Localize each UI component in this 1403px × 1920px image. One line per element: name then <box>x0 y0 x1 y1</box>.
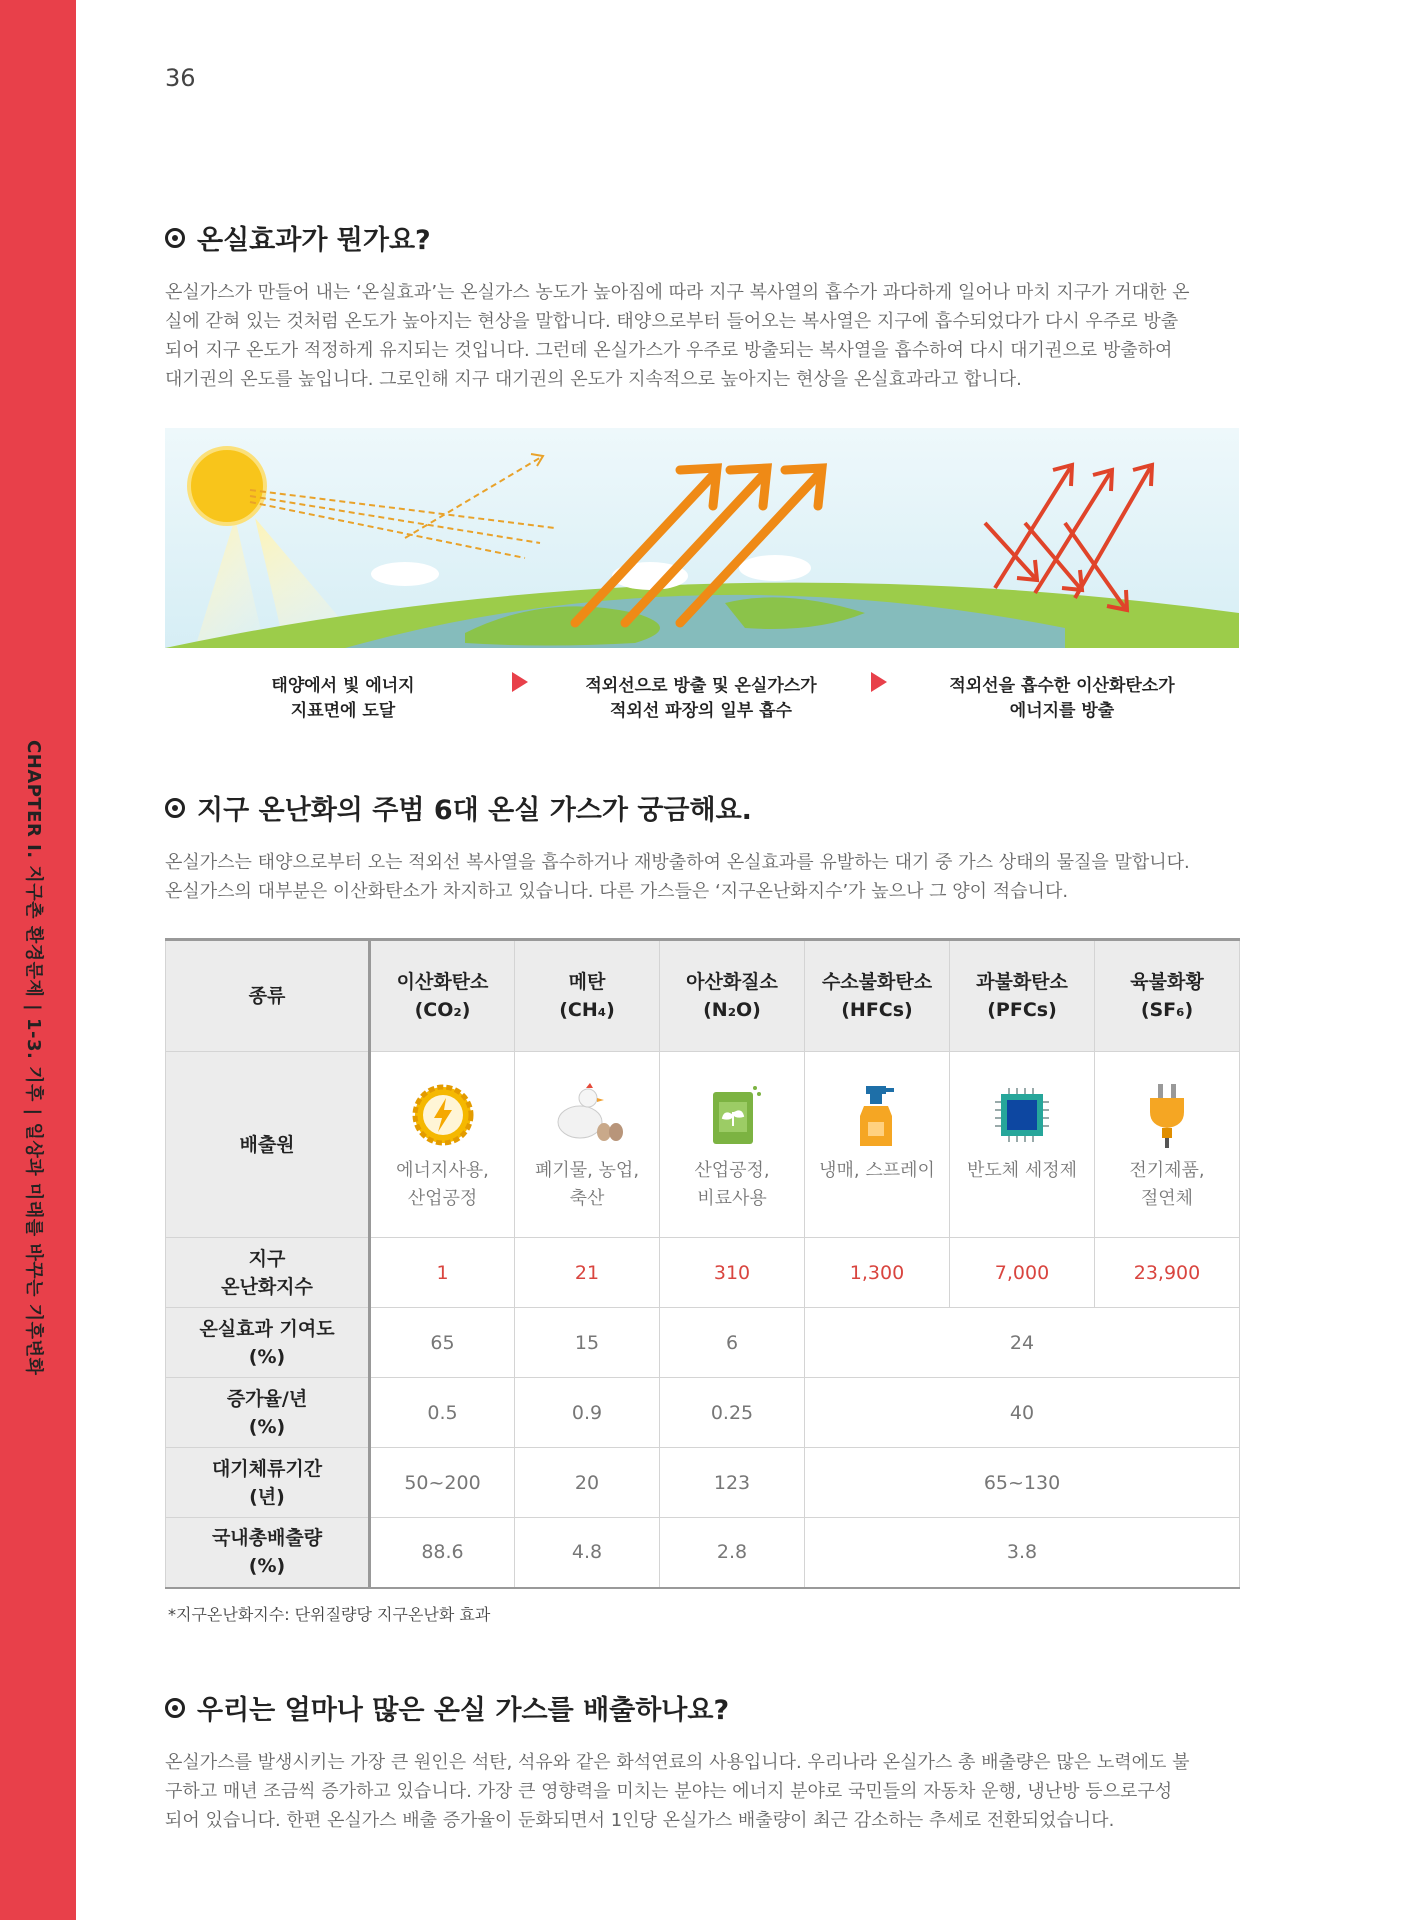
table-row-gwp <box>166 1238 1240 1308</box>
row-label-growth: 증가율/년 (%) <box>166 1378 370 1448</box>
sun-icon <box>189 448 265 524</box>
section1-paragraph: 온실가스가 만들어 내는 ‘온실효과’는 온실가스 농도가 높아짐에 따라 지구 복사열의 흡수가 과다하게 일어나 마치 지구가 거대한 온 실에 갇혀 있는 것처럼 온도가 높아지는 현상을 말합니다. 태양으로부터 들어오는 복사열은 지구에 흡수되었다가 다시 우주로 방출 되어 지구 온도가 적정하게 유지되는 것입니다. 그런데 온실가스가 우주로 방출되는 복사열을 흡수하여 다시 대기권으로 방출하여 대기권의 온도를 높입니다. 그로인해 지구 대기권의 온도가 지속적으로 높아지는 현상을 온실효과라고 합니다. <box>165 282 1190 390</box>
step-co2-emission: 적외선을 흡수한 이산화탄소가 에너지를 방출 <box>949 676 1175 721</box>
row-label-gwp: 지구 온난화지수 <box>166 1238 370 1308</box>
target-bullet-icon <box>165 1698 185 1718</box>
row-label-lifetime: 대기체류기간 (년) <box>166 1448 370 1518</box>
row-label-source: 배출원 <box>166 1052 370 1238</box>
section-title-emissions: 우리는 얼마나 많은 온실 가스를 배출하나요? <box>165 1688 729 1727</box>
row-label-domestic: 국내총배출량 (%) <box>166 1518 370 1588</box>
page-number: 36 <box>165 64 196 92</box>
step-infrared-absorption: 적외선으로 방출 및 온실가스가 적외선 파장의 일부 흡수 <box>585 676 817 721</box>
row-label-contribution: 온실효과 기여도 (%) <box>166 1308 370 1378</box>
growth-value: 0.9 <box>515 1378 660 1448</box>
table-row-source <box>166 1052 1240 1238</box>
header-gas: 메탄 (CH₄) <box>515 940 660 1052</box>
gwp-value: 7,000 <box>950 1238 1095 1308</box>
energy-icon <box>408 1080 478 1150</box>
header-gas: 이산화탄소 (CO₂) <box>370 940 515 1052</box>
chip-icon <box>987 1080 1057 1150</box>
arrow-right-icon <box>871 672 887 692</box>
domestic-value: 2.8 <box>660 1518 805 1588</box>
cloud <box>371 562 439 586</box>
spray-bottle-icon <box>842 1080 912 1150</box>
contribution-value: 15 <box>515 1308 660 1378</box>
lifetime-value: 20 <box>515 1448 660 1518</box>
domestic-value: 88.6 <box>370 1518 515 1588</box>
contribution-value-fluorinated: 24 <box>805 1308 1240 1378</box>
header-type: 종류 <box>166 940 370 1052</box>
gwp-value: 23,900 <box>1095 1238 1240 1308</box>
table-footnote: *지구온난화지수: 단위질량당 지구온난화 효과 <box>168 1605 491 1624</box>
table-row-lifetime <box>166 1448 1240 1518</box>
section-title-six-gases: 지구 온난화의 주범 6대 온실 가스가 궁금해요. <box>165 788 752 827</box>
gwp-value: 1 <box>370 1238 515 1308</box>
lifetime-value: 50~200 <box>370 1448 515 1518</box>
table-row-growth <box>166 1378 1240 1448</box>
gwp-value: 310 <box>660 1238 805 1308</box>
section-title-greenhouse-effect: 온실효과가 뭔가요? <box>165 218 431 257</box>
source-cell: 전기제품, 절연체 <box>1095 1052 1240 1238</box>
growth-value-fluorinated: 40 <box>805 1378 1240 1448</box>
step-sunlight: 태양에서 빛 에너지 지표면에 도달 <box>271 676 415 721</box>
section2-paragraph: 온실가스는 태양으로부터 오는 적외선 복사열을 흡수하거나 재방출하여 온실효과를 유발하는 대기 중 가스 상태의 물질을 말합니다. 온실가스의 대부분은 이산화탄소가 차지하고 있습니다. 다른 가스들은 ‘지구온난화지수’가 높으나 그 양이 적습니다. <box>165 852 1190 902</box>
gwp-value: 21 <box>515 1238 660 1308</box>
section3-paragraph: 온실가스를 발생시키는 가장 큰 원인은 석탄, 석유와 같은 화석연료의 사용입니다. 우리나라 온실가스 총 배출량은 많은 노력에도 불 구하고 매년 조금씩 증가하고 있습니다. 가장 큰 영향력을 미치는 분야는 에너지 분야로 국민들의 자동차 운행, 냉난방 등으로구성 되어 있습니다. 한편 온실가스 배출 증가율이 둔화되면서 1인당 온실가스 배출량이 최근 감소하는 추세로 전환되었습니다. <box>165 1752 1190 1831</box>
fertilizer-bag-icon <box>697 1080 767 1150</box>
domestic-value: 4.8 <box>515 1518 660 1588</box>
domestic-value-fluorinated: 3.8 <box>805 1518 1240 1588</box>
lifetime-value: 123 <box>660 1448 805 1518</box>
cloud <box>739 555 811 581</box>
contribution-value: 6 <box>660 1308 805 1378</box>
greenhouse-illustration <box>165 428 1239 648</box>
header-gas: 육불화황 (SF₆) <box>1095 940 1240 1052</box>
greenhouse-gas-table <box>165 938 1240 1589</box>
sidebar-chapter-label: CHAPTER I. 지구촌 환경문제 | 1-3. 기후 | 일상과 미래를 바꾸는 기후변화 <box>23 740 44 1376</box>
plug-icon <box>1132 1080 1202 1150</box>
growth-value: 0.5 <box>370 1378 515 1448</box>
table-row-domestic <box>166 1518 1240 1588</box>
gwp-value: 1,300 <box>805 1238 950 1308</box>
source-cell: 반도체 세정제 <box>950 1052 1095 1238</box>
lifetime-value-fluorinated: 65~130 <box>805 1448 1240 1518</box>
source-cell: 냉매, 스프레이 <box>805 1052 950 1238</box>
header-gas: 수소불화탄소 (HFCs) <box>805 940 950 1052</box>
table-row-contribution <box>166 1308 1240 1378</box>
contribution-value: 65 <box>370 1308 515 1378</box>
source-cell: 에너지사용, 산업공정 <box>370 1052 515 1238</box>
source-cell: 산업공정, 비료사용 <box>660 1052 805 1238</box>
source-cell: 폐기물, 농업, 축산 <box>515 1052 660 1238</box>
arrow-right-icon <box>512 672 528 692</box>
header-gas: 아산화질소 (N₂O) <box>660 940 805 1052</box>
target-bullet-icon <box>165 798 185 818</box>
table-header-row <box>166 940 1240 1052</box>
header-gas: 과불화탄소 (PFCs) <box>950 940 1095 1052</box>
chicken-egg-icon <box>542 1080 632 1150</box>
growth-value: 0.25 <box>660 1378 805 1448</box>
target-bullet-icon <box>165 228 185 248</box>
